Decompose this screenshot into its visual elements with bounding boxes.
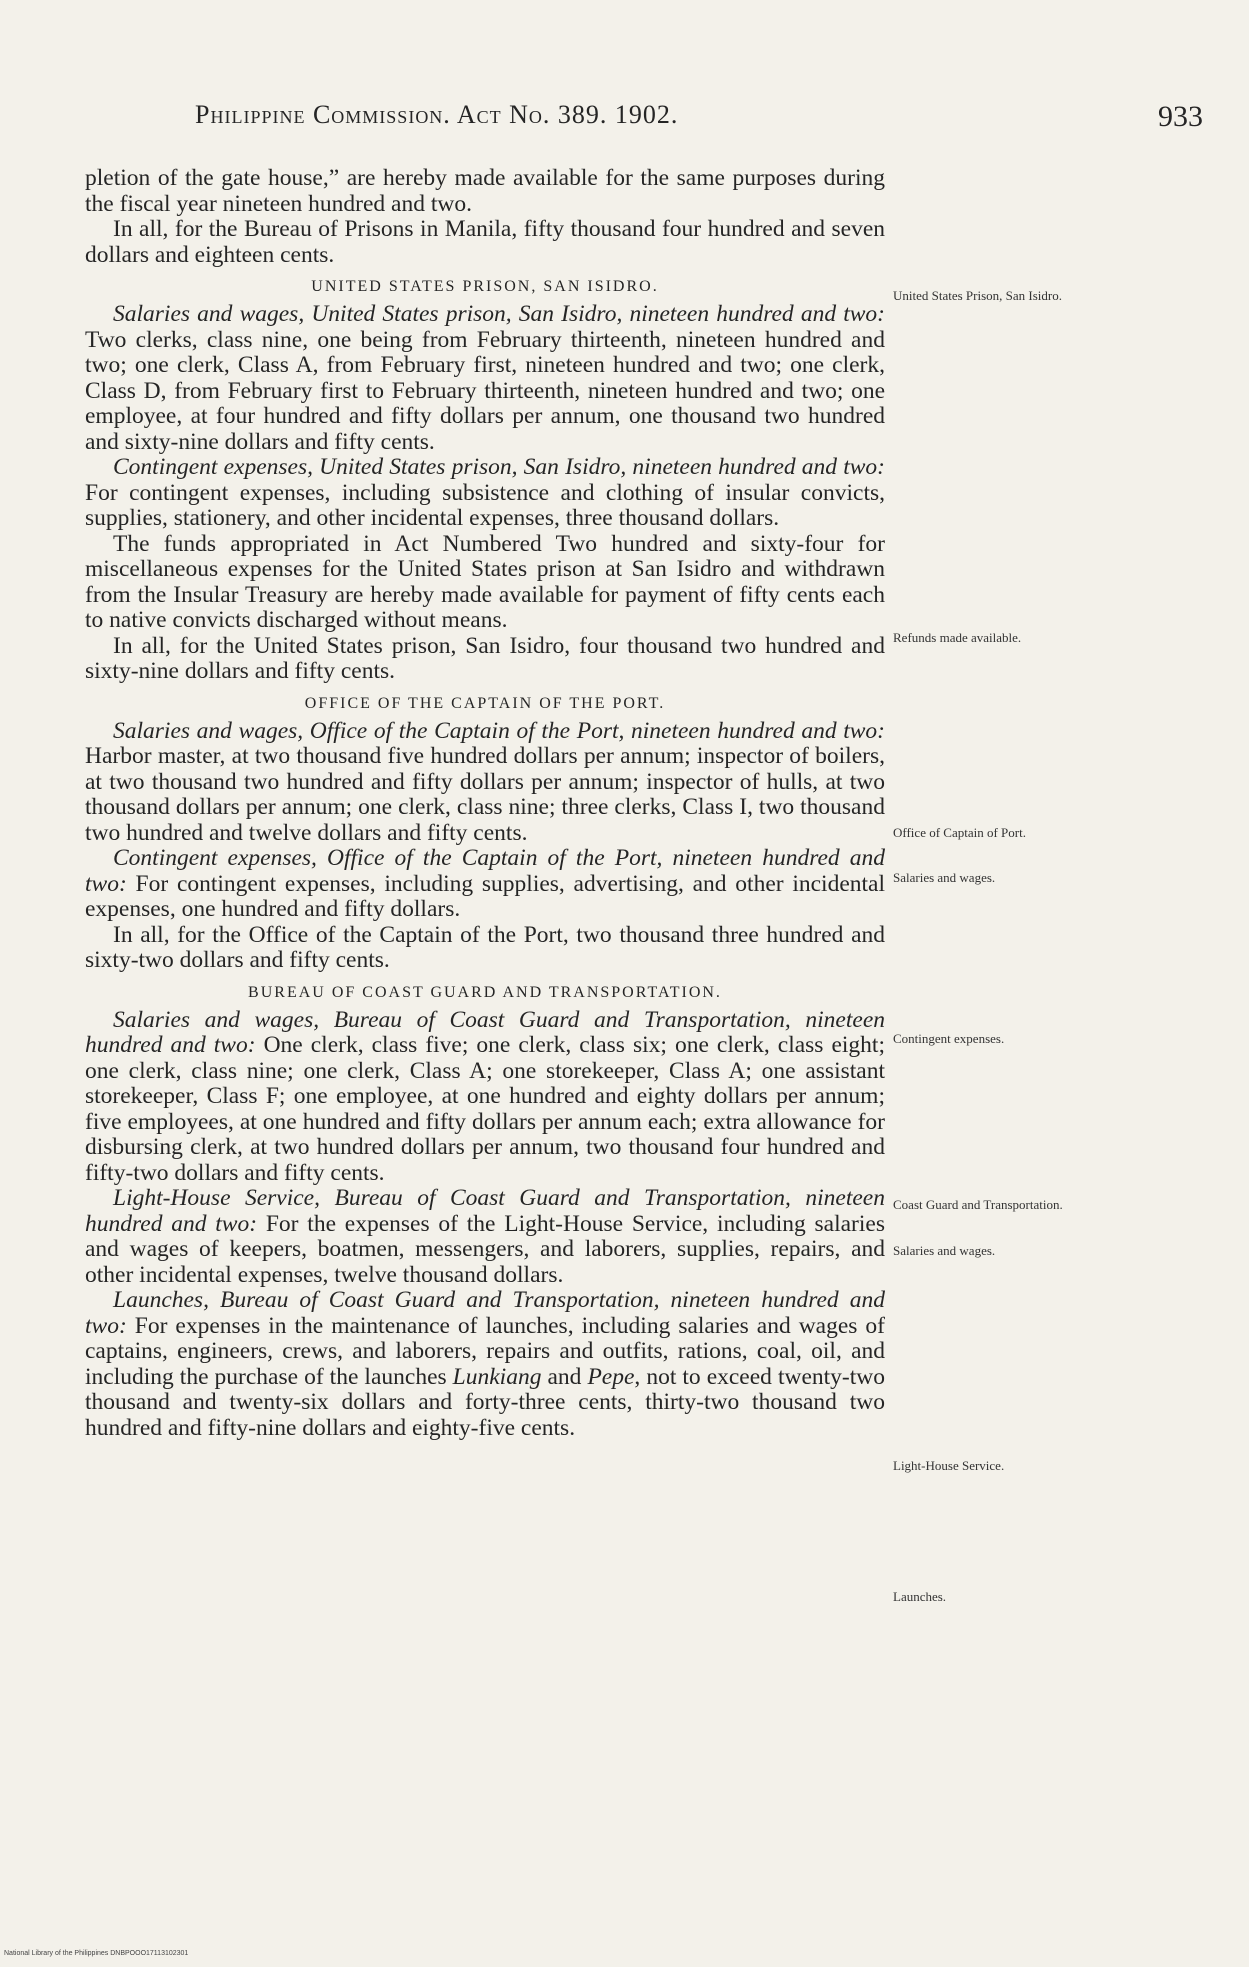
paragraph-lead: Contingent expenses, Office of the Captain of the Port, nineteen hundred and two: xyxy=(85,845,885,897)
paragraph-lead: Salaries and wages, Bureau of Coast Guard and Transportation, nineteen hundred and two: xyxy=(85,1006,885,1058)
paragraph: The funds appropriated in Act Numbered Two hundred and sixty-four for miscellaneous expenses for the United States prison at San Isidro and withdrawn from the Insular Treasury are hereby made available for payment of fifty cents each to native convicts discharged without means. xyxy=(85,530,885,633)
paragraph: In all, for the Office of the Captain of the Port, two thousand three hundred and sixty-two dollars and fifty cents. xyxy=(85,921,885,973)
paragraph xyxy=(85,719,885,847)
margin-note: Refunds made available. xyxy=(893,630,1022,645)
paragraph-lead: Launches, Bureau of Coast Guard and Transportation, nineteen hundred and two: xyxy=(85,1287,885,1339)
paragraph-text: For expenses in the maintenance of launches, including salaries and wages of captains, engineers, crews, and laborers, repairs and outfits, rations, coal, oil, and including the purchase of the launches xyxy=(85,1312,885,1390)
paragraph-lead: Light-House Service, Bureau of Coast Guard and Transportation, nineteen hundred and two: xyxy=(85,1185,885,1237)
paragraph-text: , not to exceed twenty-two thousand and twenty-six dollars and forty-three cents, thirty-two thousand two hundred and fifty-nine dollars and eighty-five cents. xyxy=(85,1363,885,1441)
paragraph xyxy=(85,1186,885,1288)
margin-note: Salaries and wages. xyxy=(893,1243,996,1258)
paragraph-lead: Salaries and wages, United States prison, San Isidro, nineteen hundred and two: xyxy=(113,301,885,327)
launch-name: Pepe xyxy=(587,1363,635,1390)
launch-name: Lunkiang xyxy=(452,1363,542,1390)
margin-note: Salaries and wages. xyxy=(893,870,996,885)
page-number: 933 xyxy=(1158,100,1203,133)
section-heading-san-isidro: UNITED STATES PRISON, SAN ISIDRO. xyxy=(311,278,659,295)
margin-note: Light-House Service. xyxy=(893,1458,1005,1473)
paragraph-text: Harbor master, at two thousand five hundred dollars per annum; inspector of boilers, at two thousand two hundred and fifty dollars per annum; inspector of hulls, at two thousand dollars per annum; one clerk, class nine; three clerks, Class I, two thousand two hundred and twelve dollars and fifty cents. xyxy=(85,743,885,846)
paragraph: pletion of the gate house,” are hereby made available for the same purposes during the fiscal year nineteen hundred and two. xyxy=(85,165,885,217)
section-heading-coast-guard: BUREAU OF COAST GUARD AND TRANSPORTATION. xyxy=(248,983,722,1001)
margin-note: United States Prison, San Isidro. xyxy=(893,288,1062,303)
footer-credit: National Library of the Philippines DNBPOOO17113102301 xyxy=(4,1950,189,1957)
paragraph-text: and xyxy=(541,1363,588,1390)
paragraph xyxy=(85,846,885,923)
margin-note: Contingent expenses. xyxy=(893,1031,1005,1046)
paragraph: In all, for the United States prison, San Isidro, four thousand two hundred and sixty-nine dollars and fifty cents. xyxy=(85,632,885,684)
paragraph xyxy=(85,455,885,532)
section-heading-captain-of-port: OFFICE OF THE CAPTAIN OF THE PORT. xyxy=(304,694,666,712)
paragraph-text: For contingent expenses, including subsistence and clothing of insular convicts, supplies, stationery, and other incidental expenses, three thousand dollars. xyxy=(85,479,885,531)
paragraph-text: Two clerks, class nine, one being from February thirteenth, nineteen hundred and two; one clerk, Class A, from February first, nineteen hundred and two; one clerk, Class D, from February first to February thirteenth, nineteen hundred and two; one employee, at four hundred and fifty dollars per annum, one thousand two hundred and sixty-nine dollars and fifty cents. xyxy=(85,326,885,455)
margin-note: Coast Guard and Transportation. xyxy=(893,1197,1063,1212)
margin-note: Launches. xyxy=(893,1589,947,1604)
paragraph xyxy=(85,302,885,455)
paragraph-lead: Contingent expenses, United States prison, San Isidro, nineteen hundred and two: xyxy=(113,454,885,480)
running-header: Philippine Commission. Act No. 389. 1902. xyxy=(195,100,679,129)
paragraph xyxy=(85,1008,885,1187)
paragraph: In all, for the Bureau of Prisons in Manila, fifty thousand four hundred and seven dollars and eighteen cents. xyxy=(85,216,885,268)
paragraph-text: For the expenses of the Light-House Service, including salaries and wages of keepers, boatmen, messengers, and laborers, supplies, repairs, and other incidental expenses, twelve thousand dollars. xyxy=(85,1210,885,1288)
paragraph xyxy=(85,1288,885,1441)
paragraph-text: For contingent expenses, including supplies, advertising, and other incidental expenses, one hundred and fifty dollars. xyxy=(85,870,885,922)
paragraph-text: One clerk, class five; one clerk, class six; one clerk, class eight; one clerk, class nine; one clerk, Class A; one storekeeper, Class A; one assistant storekeeper, Class F; one employee, at one hundred and eighty dollars per annum; five employees, at one hundred and fifty dollars per annum each; extra allowance for disbursing clerk, at two hundred dollars per annum, two thousand four hundred and fifty-two dollars and fifty cents. xyxy=(85,1032,885,1186)
paragraph-lead: Salaries and wages, Office of the Captain of the Port, nineteen hundred and two: xyxy=(113,717,885,744)
margin-note: Office of Captain of Port. xyxy=(893,825,1026,840)
body-text xyxy=(85,166,885,1441)
